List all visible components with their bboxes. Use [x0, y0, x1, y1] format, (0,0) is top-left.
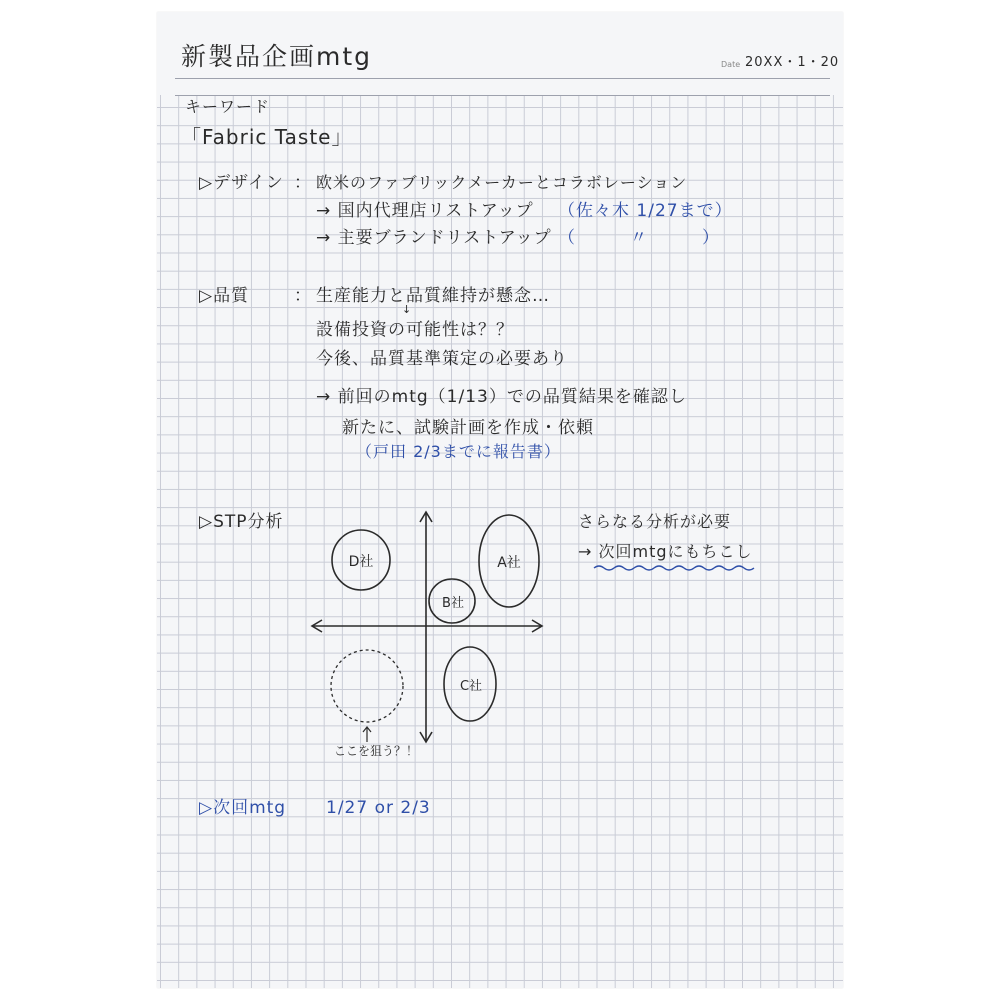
company-c-label: C社 — [459, 679, 483, 694]
company-d-label: D社 — [348, 554, 374, 570]
quality-line-1: 生産能力と品質維持が懸念… — [316, 286, 550, 306]
target-dashed-circle — [331, 650, 403, 722]
quality-colon: ： — [294, 286, 312, 306]
design-action-1-owner: （佐々木 1/27まで） — [558, 201, 733, 221]
design-colon: ： — [294, 173, 312, 193]
date-label: Date — [721, 60, 741, 69]
page-title: 新製品企画mtg — [181, 42, 373, 71]
quality-heading: ▷品質 — [199, 286, 250, 306]
keyword-value: 「Fabric Taste」 — [181, 125, 353, 149]
design-text: 欧米のファブリックメーカーとコラボレーション — [316, 173, 688, 192]
stp-side-note-1: さらなる分析が必要 — [578, 512, 732, 531]
stp-heading: ▷STP分析 — [199, 512, 284, 532]
quality-owner: （戸田 2/3までに報告書） — [356, 442, 561, 461]
design-action-2: → 主要ブランドリストアップ — [316, 228, 552, 248]
target-note: ここを狙う？！ — [333, 744, 419, 758]
stp-side-note-2: → 次回mtgにもちこし — [578, 542, 753, 561]
keyword-label: キーワード — [185, 97, 271, 116]
next-mtg-dates: 1/27 or 2/3 — [326, 798, 431, 818]
design-action-1: → 国内代理店リストアップ — [316, 201, 534, 221]
company-b-label: B社 — [442, 596, 464, 611]
design-heading: ▷デザイン — [199, 173, 284, 193]
date-value: 20XX・1・20 — [745, 55, 840, 70]
quality-arrow: ↓ — [402, 303, 413, 316]
next-mtg-heading: ▷次回mtg — [199, 798, 287, 818]
quality-action-1: → 前回のmtg（1/13）での品質結果を確認し — [316, 387, 687, 407]
quality-line-3: 今後、品質基準策定の必要あり — [316, 349, 568, 369]
quality-action-2: 新たに、試験計画を作成・依頼 — [342, 418, 594, 438]
company-a-label: A社 — [497, 555, 521, 571]
wavy-underline — [594, 566, 754, 570]
design-action-2-owner: （ 〃 ） — [558, 228, 720, 248]
quality-line-2: 設備投資の可能性は？？ — [316, 320, 514, 340]
